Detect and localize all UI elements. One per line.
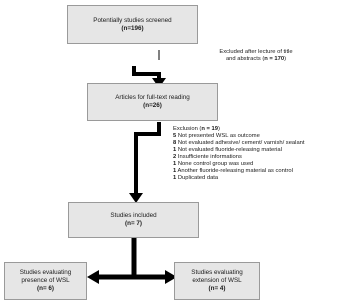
box-presence-line1: Studies evaluating bbox=[19, 269, 72, 277]
exclusion-item: 1 Not evaluated fluoride-releasing material bbox=[173, 147, 282, 154]
box-extension-wsl bbox=[174, 262, 260, 300]
arrow-included-split bbox=[87, 238, 177, 284]
box-screened-count: (n=196) bbox=[121, 24, 144, 32]
box-extension-line2: extension of WSL bbox=[192, 277, 242, 285]
exclusion-header: Exclusion (n = 19) bbox=[173, 126, 220, 132]
arrow-fulltext-to-included bbox=[129, 122, 159, 203]
excluded-title-line1: Excluded after lecture of title bbox=[219, 49, 293, 55]
box-fulltext-label: Articles for full-text reading bbox=[115, 94, 190, 102]
exclusion-item: 1 None control group was used bbox=[173, 161, 254, 168]
box-included-label: Studies included bbox=[110, 212, 157, 220]
box-fulltext bbox=[87, 83, 218, 121]
exclusion-item: 5 Not presented WSL as outcome bbox=[173, 133, 260, 140]
box-extension-count: (n= 4) bbox=[208, 284, 226, 292]
exclusion-item: 2 Insufficiente informations bbox=[173, 154, 242, 161]
box-presence-wsl bbox=[4, 262, 87, 300]
box-included bbox=[68, 202, 199, 238]
excluded-title-note bbox=[176, 49, 336, 63]
exclusion-item: 1 Another fluoride-releasing material as control bbox=[173, 168, 293, 175]
box-included-count: (n= 7) bbox=[125, 220, 142, 227]
box-presence-line2: presence of WSL bbox=[21, 277, 70, 285]
box-fulltext-count: (n=26) bbox=[143, 102, 162, 109]
box-extension-line1: Studies evaluating bbox=[191, 269, 243, 277]
box-presence-count: (n= 6) bbox=[37, 284, 54, 292]
exclusion-item: 8 Not evaluated adhesive/ cement/ varnish/ sealant bbox=[173, 140, 305, 147]
exclusion-item: 1 Duplicated data bbox=[173, 175, 219, 182]
exclusion-list bbox=[173, 126, 343, 183]
box-screened-label: Potentially studies screened bbox=[93, 16, 172, 24]
excluded-title-line2: and abstracts (n = 170) bbox=[225, 56, 287, 63]
box-screened bbox=[67, 5, 198, 44]
